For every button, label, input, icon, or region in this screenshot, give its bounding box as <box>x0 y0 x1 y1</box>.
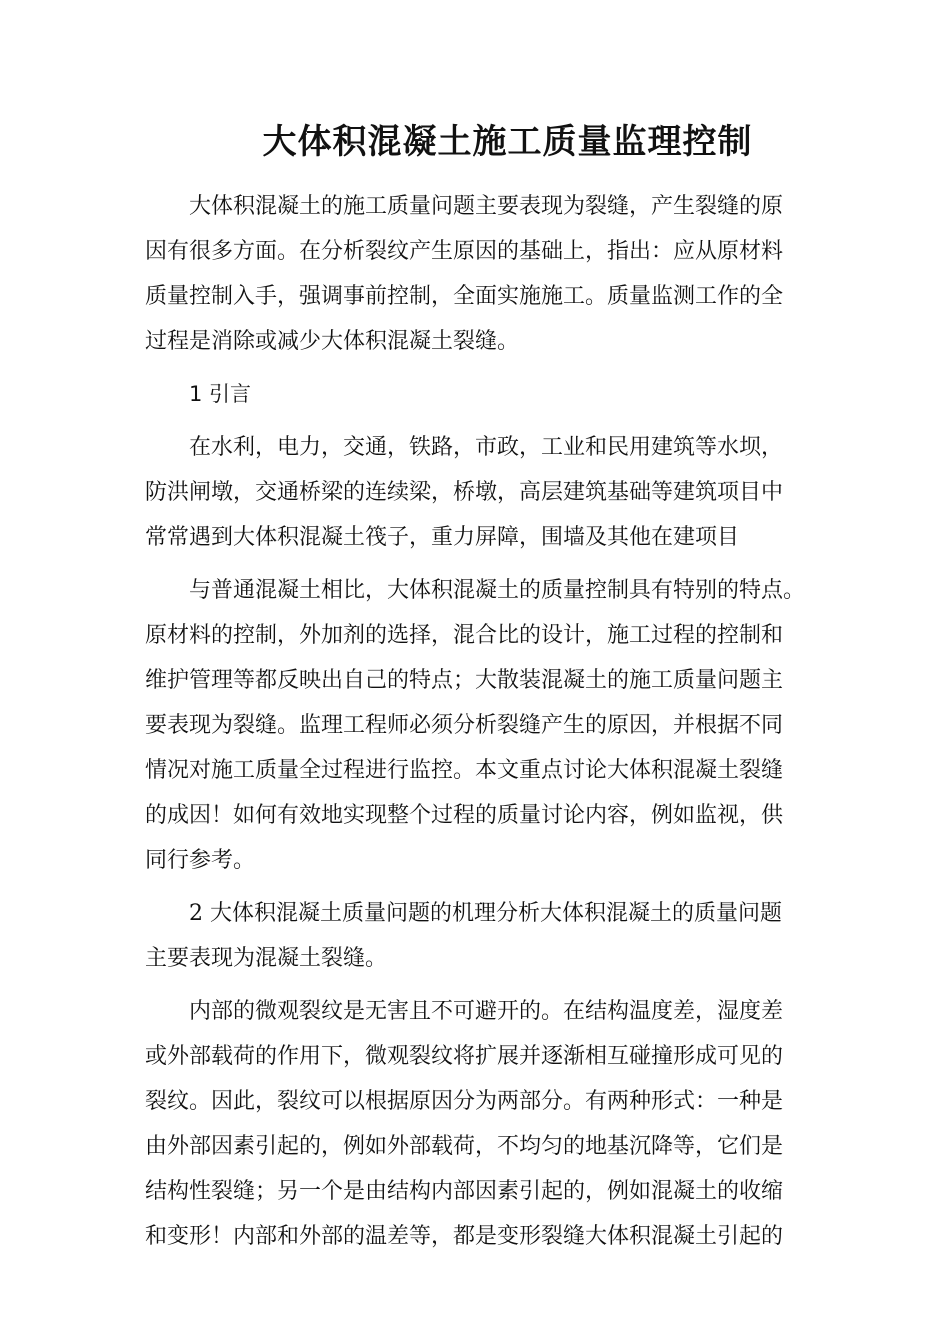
text-line: 1 引言 <box>189 382 252 406</box>
text-line: 或外部载荷的作用下，微观裂纹将扩展并逐渐相互碰撞形成可见的 <box>145 1044 784 1069</box>
text-line: 主要表现为混凝土裂缝。 <box>145 946 388 971</box>
text-line: 由外部因素引起的，例如外部载荷，不均匀的地基沉降等，它们是 <box>145 1134 784 1159</box>
document-body <box>145 184 810 1267</box>
paragraph-application <box>145 425 810 560</box>
text-line: 情况对施工质量全过程进行监控。本文重点讨论大体积混凝土裂缝 <box>145 758 784 783</box>
text-line: 原材料的控制，外加剂的选择，混合比的设计，施工过程的控制和 <box>145 623 784 648</box>
text-line: 过程是消除或减少大体积混凝土裂缝。 <box>145 329 520 354</box>
text-line: 与普通混凝土相比，大体积混凝土的质量控制具有特别的特点。 <box>189 578 806 603</box>
text-line: 要表现为裂缝。监理工程师必须分析裂缝产生的原因，并根据不同 <box>145 713 784 738</box>
text-line: 常常遇到大体积混凝土筏子，重力屏障，围墙及其他在建项目 <box>145 525 740 550</box>
text-line: 结构性裂缝；另一个是由结构内部因素引起的，例如混凝土的收缩 <box>145 1179 784 1204</box>
text-line: 裂纹。因此，裂纹可以根据原因分为两部分。有两种形式：一种是 <box>145 1089 784 1114</box>
text-line: 质量控制入手，强调事前控制，全面实施施工。质量监测工作的全 <box>145 284 784 309</box>
text-line: 2 大体积混凝土质量问题的机理分析大体积混凝土的质量问题 <box>189 901 782 926</box>
section-heading-introduction <box>145 372 810 417</box>
text-line: 和变形！内部和外部的温差等，都是变形裂缝大体积混凝土引起的 <box>145 1224 784 1249</box>
text-line: 维护管理等都反映出自己的特点；大散装混凝土的施工质量问题主 <box>145 668 784 693</box>
text-line: 的成因！如何有效地实现整个过程的质量讨论内容，例如监视，供 <box>145 803 784 828</box>
text-line: 内部的微观裂纹是无害且不可避开的。在结构温度差，湿度差 <box>189 999 784 1024</box>
paragraph-cracks <box>145 989 810 1259</box>
text-line: 大体积混凝土的施工质量问题主要表现为裂缝，产生裂缝的原 <box>189 194 784 219</box>
text-line: 防洪闸墩，交通桥梁的连续梁，桥墩，高层建筑基础等建筑项目中 <box>145 480 784 505</box>
paragraph-abstract <box>145 184 810 364</box>
document-title: 大体积混凝土施工质量监理控制 <box>262 122 753 162</box>
paragraph-mechanism <box>145 891 810 981</box>
text-line: 在水利，电力，交通，铁路，市政，工业和民用建筑等水坝， <box>189 435 784 460</box>
text-line: 因有很多方面。在分析裂纹产生原因的基础上，指出：应从原材料 <box>145 239 784 264</box>
paragraph-characteristics <box>145 568 810 883</box>
text-line: 同行参考。 <box>145 848 256 873</box>
